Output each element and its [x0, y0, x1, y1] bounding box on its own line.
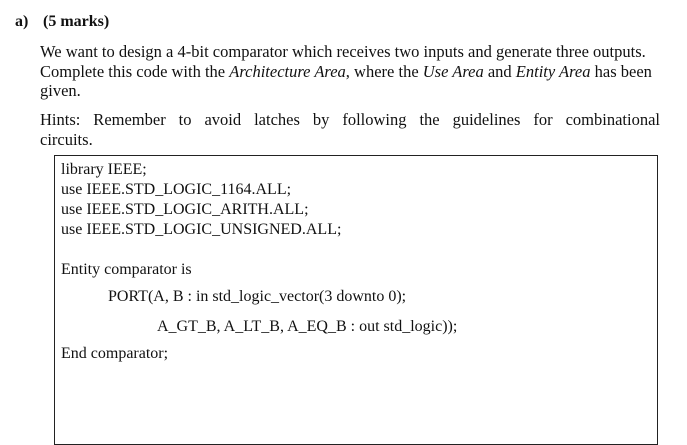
hints-paragraph [40, 110, 660, 149]
question-label: a) [15, 13, 29, 30]
instructions-text-a: We want to design a 4-bit comparator which receives two inputs and generate three outputs. Complete this code with the [40, 42, 646, 81]
instructions-text-d: has been given. [40, 61, 652, 100]
code-box [54, 155, 658, 445]
question-marks: (5 marks) [43, 13, 110, 30]
code-line-use-1164: use IEEE.STD_LOGIC_1164.ALL; [61, 181, 292, 198]
entity-area-term: Entity Area [515, 61, 591, 81]
question-header [15, 12, 109, 32]
hints-line-2: circuits. [40, 129, 93, 149]
code-line-end: End comparator; [61, 345, 169, 362]
code-line-use-unsigned: use IEEE.STD_LOGIC_UNSIGNED.ALL; [61, 221, 342, 238]
code-line-use-arith: use IEEE.STD_LOGIC_ARITH.ALL; [61, 201, 309, 218]
instructions-paragraph [40, 42, 660, 101]
code-line-entity: Entity comparator is [61, 261, 192, 278]
code-line-outputs: A_GT_B, A_LT_B, A_EQ_B : out std_logic)); [157, 318, 458, 335]
instructions-text-c: and [483, 61, 516, 81]
instructions-text-b: , where the [345, 61, 423, 81]
use-area-term: Use Area [422, 61, 484, 81]
architecture-area-term: Architecture Area [229, 61, 346, 81]
code-line-library: library IEEE; [61, 161, 147, 178]
hints-line-1: Hints: Remember to avoid latches by following the guidelines for combinational [40, 110, 660, 129]
code-line-port: PORT(A, B : in std_logic_vector(3 downto 0); [108, 288, 407, 305]
